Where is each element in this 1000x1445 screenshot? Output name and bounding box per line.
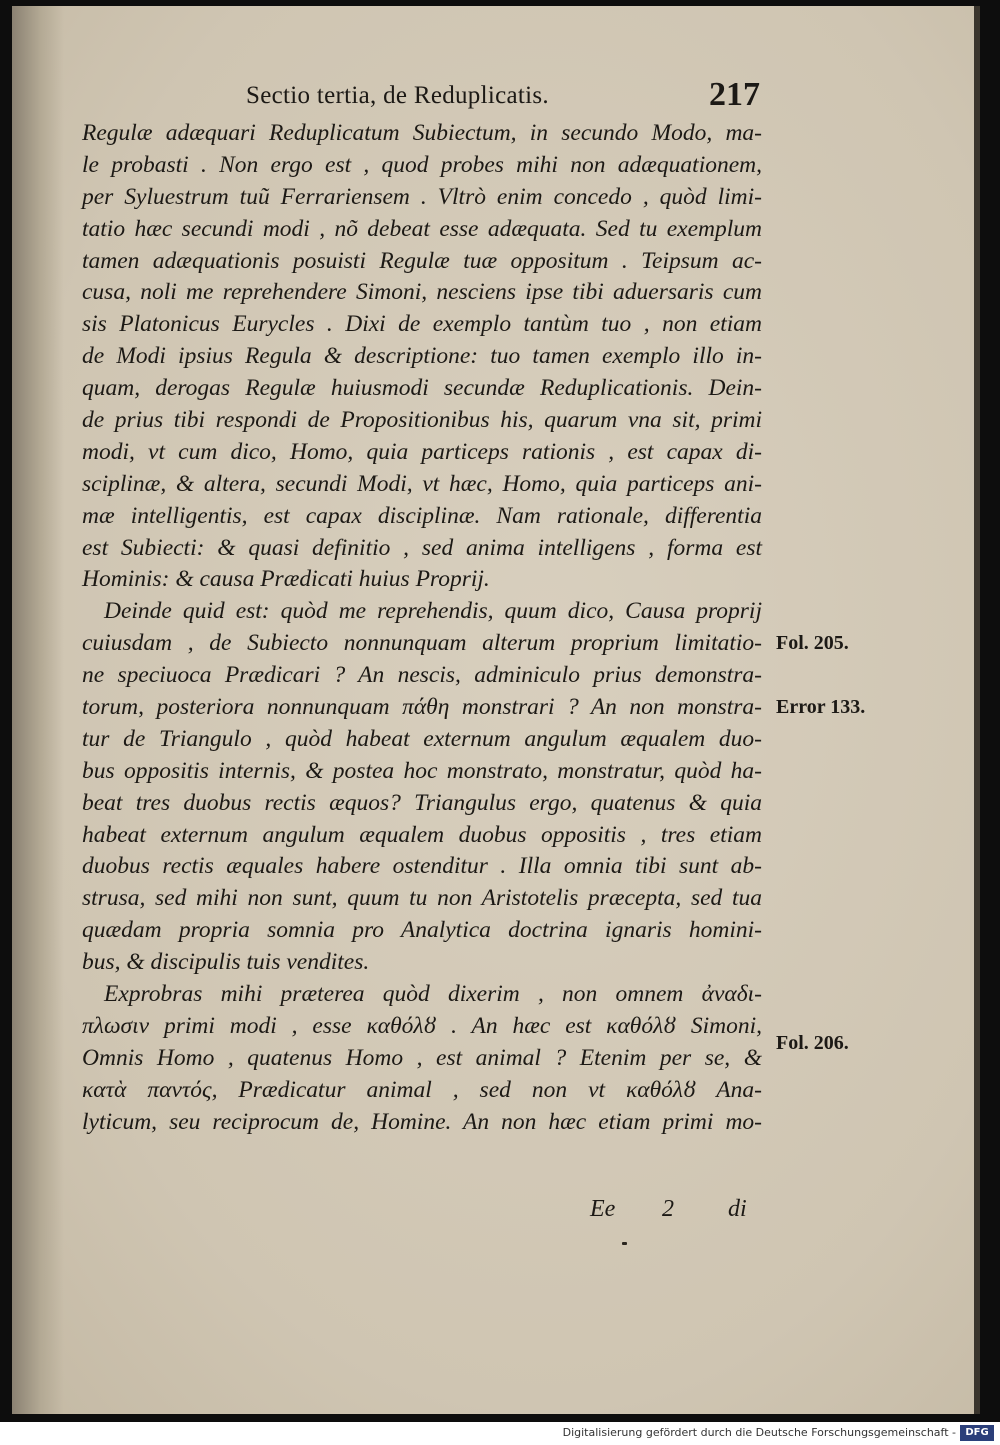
text-line: habeat externum angulum æqualem duobus oppositis , tres etiam: [82, 821, 762, 848]
text-line: bus, & discipulis tuis vendites.: [82, 949, 370, 976]
body-text: [82, 118, 762, 1139]
ink-speck: [622, 1242, 627, 1245]
text-line: quam, derogas Regulæ huiusmodi secundæ Reduplicationis. Dein-: [82, 375, 762, 402]
text-line: modi, vt cum dico, Homo, quia particeps rationis , est capax di-: [82, 438, 762, 465]
text-line: bus oppositis internis, & postea hoc monstrato, monstratur, quòd ha-: [82, 757, 762, 784]
text-line: duobus rectis æquales habere ostenditur . Illa omnia tibi sunt ab-: [82, 853, 762, 880]
signature-mark: Ee: [590, 1196, 616, 1222]
margin-note-error-133: Error 133.: [776, 696, 866, 718]
page-edge: [974, 6, 980, 1414]
text-line: de prius tibi respondi de Propositionibus his, quarum vna sit, primi: [82, 407, 762, 434]
text-line: cusa, noli me reprehendere Simoni, nesciens ipse tibi aduersaris cum: [82, 279, 762, 306]
text-line: de Modi ipsius Regula & descriptione: tuo tamen exemplo illo in-: [82, 343, 762, 370]
dfg-logo: DFG: [960, 1425, 994, 1441]
text-line: Deinde quid est: quòd me reprehendis, quum dico, Causa proprij: [104, 598, 762, 625]
footer-credit: Digitalisierung gefördert durch die Deutsche Forschungsgemeinschaft -: [562, 1426, 956, 1439]
text-line: tatio hæc secundi modi , nõ debeat esse adæquata. Sed tu exemplum: [82, 215, 762, 242]
margin-note-fol-205: Fol. 205.: [776, 632, 849, 654]
text-line: le probasti . Non ergo est , quod probes mihi non adæquationem,: [82, 151, 762, 178]
catchword-line: [590, 1196, 752, 1230]
text-line: est Subiecti: & quasi definitio , sed anima intelligens , forma est: [82, 534, 762, 561]
text-line: per Syluestrum tuũ Ferrariensem . Vltrò enim concedo , quòd limi-: [82, 183, 762, 210]
text-line: κατὰ παντός, Prædicatur animal , sed non vt καθόλȣ Ana-: [82, 1076, 762, 1103]
text-line: mæ intelligentis, est capax disciplinæ. Nam rationale, differentia: [82, 502, 762, 529]
page-gutter-shadow: [12, 6, 64, 1414]
text-line: beat tres duobus rectis æquos? Triangulus ergo, quatenus & quia: [82, 789, 762, 816]
text-line: torum, posteriora nonnunquam πάθη monstrari ? An non monstra-: [82, 694, 762, 721]
text-line: tamen adæquationis posuisti Regulæ tuæ oppositum . Teipsum ac-: [82, 247, 762, 274]
text-line: tur de Triangulo , quòd habeat externum angulum æqualem duo-: [82, 725, 762, 752]
digitization-footer: [0, 1422, 1000, 1445]
page-number: 217: [709, 76, 760, 113]
running-head: Sectio tertia, de Reduplicatis.: [246, 82, 549, 109]
text-line: Exprobras mihi præterea quòd dixerim , non omnem ἀναδι-: [104, 981, 762, 1008]
text-line: πλωσιν primi modi , esse καθόλȣ . An hæc est καθόλȣ Simoni,: [82, 1012, 762, 1039]
signature-number: 2: [662, 1196, 674, 1222]
text-line: sis Platonicus Eurycles . Dixi de exemplo tantùm tuo , non etiam: [82, 311, 762, 338]
catchword: di: [728, 1196, 747, 1222]
text-line: ne speciuoca Prædicari ? An nescis, adminiculo prius demonstra-: [82, 662, 762, 689]
text-line: Regulæ adæquari Reduplicatum Subiectum, in secundo Modo, ma-: [82, 120, 762, 146]
text-line: lyticum, seu reciprocum de, Homine. An non hæc etiam primi mo-: [82, 1108, 762, 1135]
page-header: [230, 76, 760, 118]
text-line: Omnis Homo , quatenus Homo , est animal ? Etenim per se, &: [82, 1044, 762, 1071]
text-line: Hominis: & causa Prædicati huius Proprij.: [82, 566, 490, 593]
text-line: cuiusdam , de Subiecto nonnunquam alterum proprium limitatio-: [82, 630, 762, 657]
text-line: quædam propria somnia pro Analytica doctrina ignaris homini-: [82, 917, 762, 944]
text-line: sciplinæ, & altera, secundi Modi, vt hæc, Homo, quia particeps ani-: [82, 470, 762, 497]
text-line: strusa, sed mihi non sunt, quum tu non Aristotelis præcepta, sed tua: [82, 885, 762, 912]
margin-note-fol-206: Fol. 206.: [776, 1032, 849, 1054]
